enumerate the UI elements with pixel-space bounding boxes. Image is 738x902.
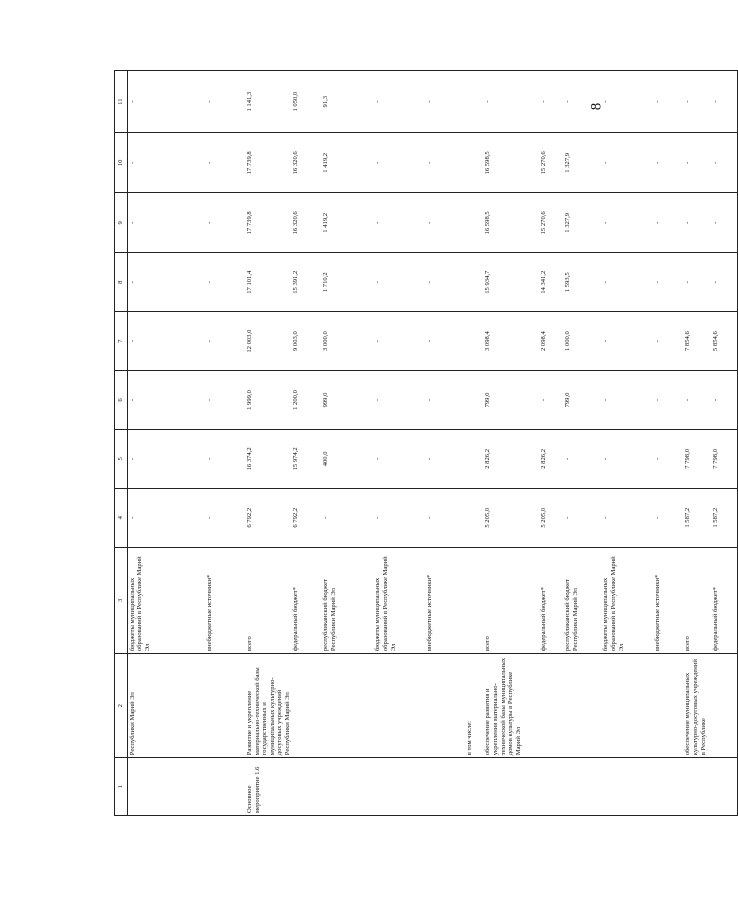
value-cell: 3 000,0 (322, 312, 374, 371)
value-cell: 16 598,5 (484, 133, 540, 193)
value-cell: - (484, 71, 540, 133)
value-cell: - (206, 488, 246, 547)
value-cell: - (206, 193, 246, 253)
value-cell: 7 854,6 (684, 312, 712, 371)
value-cell (466, 133, 484, 193)
value-cell: - (654, 429, 684, 488)
value-cell (466, 193, 484, 253)
value-cell: - (374, 253, 426, 312)
value-cell: - (426, 253, 466, 312)
measure-cell: Основное мероприятие 1.6 (246, 758, 292, 816)
value-cell: 5 205,0 (484, 488, 540, 547)
value-cell: - (654, 253, 684, 312)
value-cell: - (128, 312, 206, 371)
source-cell: внебюджетные источники* (206, 547, 246, 653)
table-row (684, 71, 712, 816)
value-cell: - (654, 312, 684, 371)
value-cell: 7 798,0 (684, 429, 712, 488)
table-body (115, 71, 738, 816)
value-cell: 5 854,6 (712, 312, 738, 371)
description-cell (712, 654, 738, 758)
value-cell: 1 587,2 (712, 488, 738, 547)
value-cell: - (684, 371, 712, 430)
value-cell: 2 826,2 (540, 429, 564, 488)
value-cell: - (206, 133, 246, 193)
table-row (374, 71, 426, 816)
description-cell (602, 654, 654, 758)
table-row (322, 71, 374, 816)
source-cell: внебюджетные источники* (426, 547, 466, 653)
value-cell: 1 200,0 (292, 371, 322, 430)
source-cell: внебюджетные источники* (654, 547, 684, 653)
value-cell: - (322, 488, 374, 547)
value-cell: - (654, 71, 684, 133)
rotated-table-wrapper (114, 70, 720, 816)
value-cell: 12 003,0 (246, 312, 292, 371)
description-cell: Республики Марий Эл (128, 654, 206, 758)
value-cell: - (602, 488, 654, 547)
source-cell (466, 547, 484, 653)
value-cell: - (206, 429, 246, 488)
value-cell: - (374, 193, 426, 253)
description-cell (322, 654, 374, 758)
value-cell: - (602, 312, 654, 371)
value-cell: - (712, 133, 738, 193)
value-cell: - (654, 488, 684, 547)
value-cell (466, 488, 484, 547)
measure-cell (684, 758, 712, 816)
value-cell: - (206, 371, 246, 430)
value-cell: - (426, 312, 466, 371)
value-cell: - (128, 371, 206, 430)
value-cell: - (426, 71, 466, 133)
value-cell: 5 205,0 (540, 488, 564, 547)
value-cell: - (374, 429, 426, 488)
column-header-1: 1 (115, 758, 128, 816)
value-cell: - (374, 312, 426, 371)
value-cell: 1 327,9 (564, 193, 602, 253)
value-cell: 799,0 (484, 371, 540, 430)
value-cell: 91,3 (322, 71, 374, 133)
value-cell: - (426, 193, 466, 253)
value-cell: - (128, 488, 206, 547)
measure-cell (426, 758, 466, 816)
table-row (712, 71, 738, 816)
description-cell: обеспечение развития и укрепления материально-технической базы муниципальных домов культуры в Республике Марий Эл (484, 654, 540, 758)
table-row (540, 71, 564, 816)
value-cell: - (426, 133, 466, 193)
value-cell: - (374, 371, 426, 430)
value-cell: 16 320,6 (292, 133, 322, 193)
value-cell: - (128, 71, 206, 133)
description-cell (426, 654, 466, 758)
source-cell: федеральный бюджет* (712, 547, 738, 653)
value-cell: - (602, 429, 654, 488)
source-cell: федеральный бюджет* (292, 547, 322, 653)
value-cell: - (564, 429, 602, 488)
value-cell: - (684, 253, 712, 312)
value-cell: 799,0 (564, 371, 602, 430)
value-cell: - (712, 193, 738, 253)
description-cell: обеспечение муниципальных культурно-досуговых учреждений в Республике (684, 654, 712, 758)
table-row (206, 71, 246, 816)
column-header-10: 10 (115, 133, 128, 193)
column-header-11: 11 (115, 71, 128, 133)
source-cell: всего (246, 547, 292, 653)
source-cell: бюджеты муниципальных образований в Республике Марий Эл (602, 547, 654, 653)
source-cell: республиканский бюджет Республики Марий Эл (564, 547, 602, 653)
value-cell: - (684, 71, 712, 133)
value-cell: - (602, 371, 654, 430)
value-cell: 16 374,2 (246, 429, 292, 488)
column-header-9: 9 (115, 193, 128, 253)
value-cell: - (712, 253, 738, 312)
value-cell: 17 101,4 (246, 253, 292, 312)
description-cell (540, 654, 564, 758)
description-cell (654, 654, 684, 758)
value-cell: 1 050,0 (292, 71, 322, 133)
column-header-6: 6 (115, 371, 128, 430)
measure-cell (322, 758, 374, 816)
page-number: 8 (588, 102, 605, 111)
value-cell: - (426, 429, 466, 488)
value-cell: - (374, 133, 426, 193)
value-cell: 6 792,2 (292, 488, 322, 547)
table-row (484, 71, 540, 816)
measure-cell (374, 758, 426, 816)
source-cell: бюджеты муниципальных образований в Республике Марий Эл (128, 547, 206, 653)
value-cell: 999,0 (322, 371, 374, 430)
measure-cell (602, 758, 654, 816)
column-header-7: 7 (115, 312, 128, 371)
value-cell: - (128, 193, 206, 253)
header-row (115, 71, 128, 816)
column-header-4: 4 (115, 488, 128, 547)
value-cell: 16 320,6 (292, 193, 322, 253)
value-cell: 15 974,2 (292, 429, 322, 488)
value-cell: - (128, 429, 206, 488)
value-cell: - (712, 371, 738, 430)
value-cell: 1 999,0 (246, 371, 292, 430)
description-cell (564, 654, 602, 758)
value-cell: 1 593,5 (564, 253, 602, 312)
measure-cell (654, 758, 684, 816)
value-cell: - (426, 488, 466, 547)
table-row (246, 71, 292, 816)
value-cell: - (374, 71, 426, 133)
measure-cell (128, 758, 206, 816)
description-cell (374, 654, 426, 758)
value-cell: - (564, 71, 602, 133)
value-cell: - (128, 133, 206, 193)
measure-cell (712, 758, 738, 816)
source-cell: бюджеты муниципальных образований в Республике Марий Эл (374, 547, 426, 653)
value-cell: 3 098,4 (484, 312, 540, 371)
measure-cell (540, 758, 564, 816)
value-cell: - (206, 253, 246, 312)
value-cell: - (654, 133, 684, 193)
column-header-8: 8 (115, 253, 128, 312)
value-cell: - (602, 253, 654, 312)
measure-cell (206, 758, 246, 816)
value-cell: 7 798,0 (712, 429, 738, 488)
value-cell: - (540, 371, 564, 430)
value-cell: 15 270,6 (540, 193, 564, 253)
column-header-5: 5 (115, 429, 128, 488)
value-cell: - (564, 488, 602, 547)
table-row (292, 71, 322, 816)
value-cell (466, 312, 484, 371)
value-cell: 9 003,0 (292, 312, 322, 371)
value-cell (466, 429, 484, 488)
value-cell: - (602, 193, 654, 253)
table-row (602, 71, 654, 816)
value-cell: 1 587,2 (684, 488, 712, 547)
value-cell: 1 141,3 (246, 71, 292, 133)
table-row (466, 71, 484, 816)
value-cell: - (684, 193, 712, 253)
value-cell: 1 419,2 (322, 133, 374, 193)
value-cell: - (426, 371, 466, 430)
value-cell (466, 371, 484, 430)
value-cell: - (654, 371, 684, 430)
value-cell: - (654, 193, 684, 253)
value-cell: 17 739,8 (246, 133, 292, 193)
description-cell (206, 654, 246, 758)
value-cell: - (602, 133, 654, 193)
value-cell: 400,0 (322, 429, 374, 488)
description-cell: в том числе: (466, 654, 484, 758)
value-cell (466, 71, 484, 133)
value-cell: - (712, 71, 738, 133)
value-cell: - (206, 312, 246, 371)
value-cell: 1 000,0 (564, 312, 602, 371)
value-cell: 2 826,2 (484, 429, 540, 488)
value-cell: 16 598,5 (484, 193, 540, 253)
source-cell: всего (484, 547, 540, 653)
funding-table (114, 70, 738, 816)
source-cell: федеральный бюджет* (540, 547, 564, 653)
value-cell: 15 270,6 (540, 133, 564, 193)
value-cell: - (540, 71, 564, 133)
table-row (128, 71, 206, 816)
value-cell: 1 710,2 (322, 253, 374, 312)
value-cell: 15 391,2 (292, 253, 322, 312)
measure-cell (564, 758, 602, 816)
measure-cell (466, 758, 484, 816)
value-cell: - (128, 253, 206, 312)
description-cell: Развитие и укрепление материально-технической базы государственных и муниципальных культурно-досуговых учреждений Республики Марий Эл (246, 654, 292, 758)
value-cell: 6 792,2 (246, 488, 292, 547)
column-header-3: 3 (115, 547, 128, 653)
value-cell: 15 934,7 (484, 253, 540, 312)
source-cell: республиканский бюджет Республики Марий Эл (322, 547, 374, 653)
measure-cell (484, 758, 540, 816)
value-cell: 1 419,2 (322, 193, 374, 253)
measure-cell (292, 758, 322, 816)
table-row (426, 71, 466, 816)
description-cell (292, 654, 322, 758)
table-row (564, 71, 602, 816)
value-cell: - (602, 71, 654, 133)
value-cell (466, 253, 484, 312)
table-row (654, 71, 684, 816)
value-cell: 2 098,4 (540, 312, 564, 371)
value-cell: 14 341,2 (540, 253, 564, 312)
value-cell: - (374, 488, 426, 547)
value-cell: 1 327,9 (564, 133, 602, 193)
value-cell: - (684, 133, 712, 193)
column-header-2: 2 (115, 654, 128, 758)
value-cell: - (206, 71, 246, 133)
source-cell: всего (684, 547, 712, 653)
value-cell: 17 739,8 (246, 193, 292, 253)
